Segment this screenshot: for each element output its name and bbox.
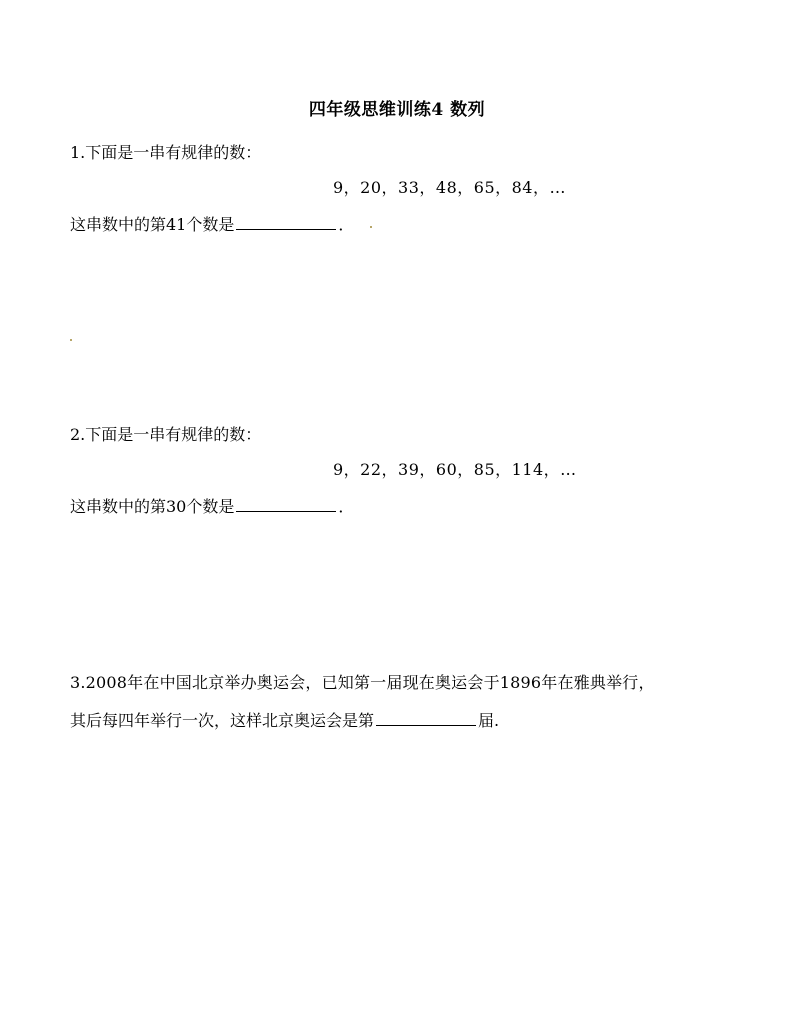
- q3-question-text: 其后每四年举行一次，这样北京奥运会是第: [70, 711, 375, 730]
- q1-prompt: 1.下面是一串有规律的数：: [70, 143, 262, 162]
- q1-answer-blank[interactable]: [236, 213, 336, 230]
- q2-question-text: 这串数中的第30个数是: [70, 497, 235, 516]
- q3-question-end: 届.: [478, 711, 500, 730]
- speck-mark: [70, 339, 72, 341]
- q2-question: [70, 495, 354, 517]
- q1-question-text: 这串数中的第41个数是: [70, 215, 235, 234]
- q1-sequence: 9，20，33，48，65，84，…: [333, 178, 566, 197]
- q3-line1: 3.2008年在中国北京举办奥运会，已知第一届现在奥运会于1896年在雅典举行，: [70, 673, 655, 692]
- page-title: 四年级思维训练4 数列: [308, 100, 486, 120]
- q1-question: [70, 213, 354, 235]
- q2-question-end: ．: [338, 497, 355, 516]
- q2-sequence: 9，22，39，60，85，114，…: [333, 460, 577, 479]
- q2-answer-blank[interactable]: [236, 495, 336, 512]
- q3-line2: [70, 709, 499, 731]
- q2-prompt: 2.下面是一串有规律的数：: [70, 425, 262, 444]
- q1-question-end: ．: [338, 215, 355, 234]
- speck-mark: [370, 226, 372, 228]
- q3-answer-blank[interactable]: [376, 709, 476, 726]
